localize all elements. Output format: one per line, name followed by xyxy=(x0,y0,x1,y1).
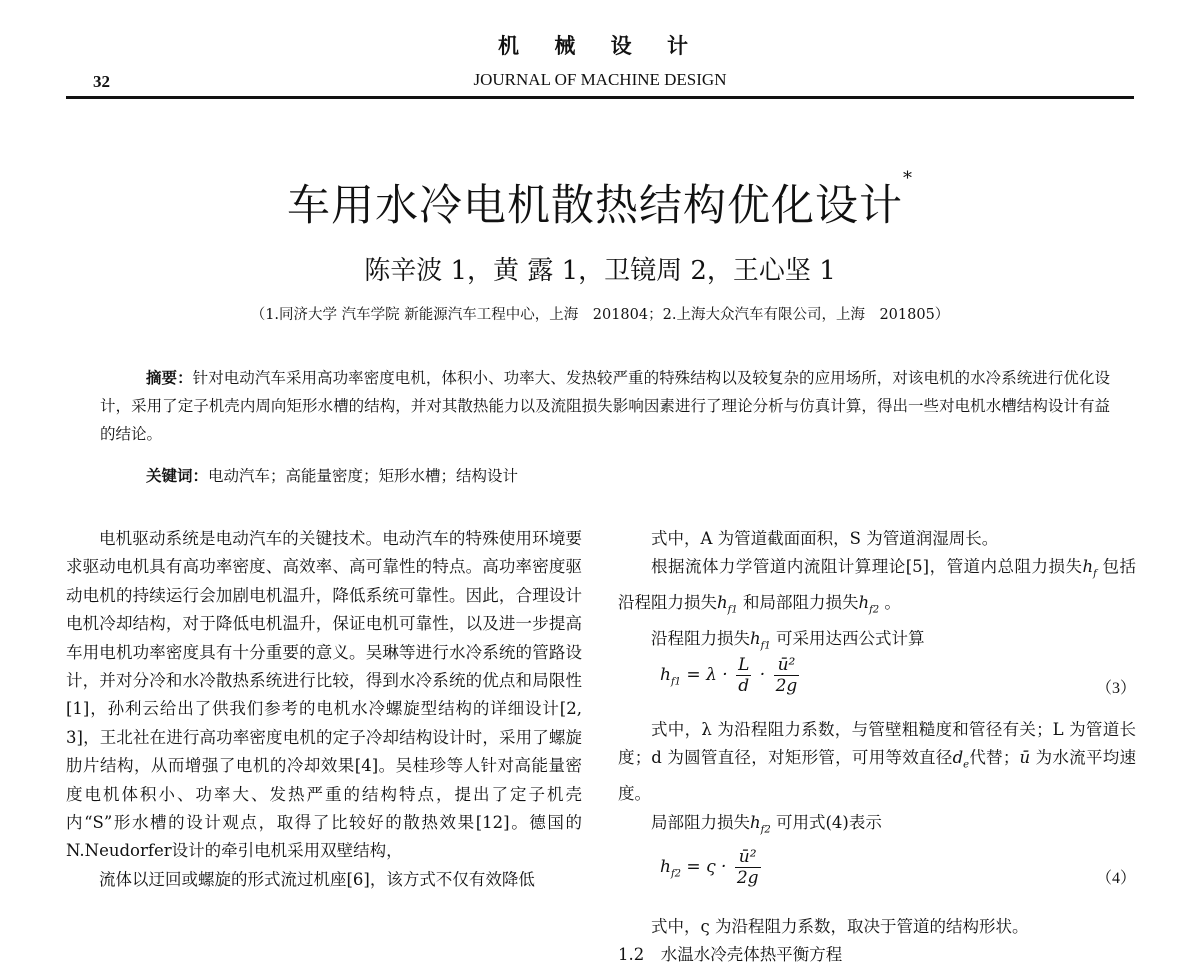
right-paragraph-1: 式中，A 为管道截面面积，S 为管道润湿周长。 xyxy=(651,529,999,548)
abstract-text: 针对电动汽车采用高功率密度电机，体积小、功率大、发热较严重的特殊结构以及较复杂的应用场所，对该电机的水冷系统进行优化设计，采用了定子机壳内周向矩形水槽的结构，并对其散热能力以及流阻损失影响因素进行了理论分析与仿真计算，得出一些对电机水槽结构设计有益的结论。 xyxy=(100,369,1110,443)
right-paragraph-6: 式中，ς 为沿程阻力系数，取决于管道的结构形状。 xyxy=(651,917,1029,936)
intro-paragraph-cut-line: 流体以迂回或螺旋的形式流过机座[6]，该方式不仅有效降低 xyxy=(99,869,535,889)
abstract-label: 摘要： xyxy=(146,368,193,387)
right-column-bottom xyxy=(618,913,1136,970)
right-paragraph-4: 式中，λ 为沿程阻力系数，与管壁粗糙度和管径有关；L 为管道长度；d 为圆管直径，对矩形管，可用等效直径$d_e$代替；ū 为水流平均速度。 xyxy=(618,720,1137,804)
right-paragraph-3a: 沿程阻力损失 xyxy=(651,628,750,648)
equation-3-number: （3） xyxy=(1096,680,1137,697)
title-footnote-mark: * xyxy=(903,168,913,189)
keywords-text: 电动汽车；高能量密度；矩形水槽；结构设计 xyxy=(208,467,519,485)
right-paragraph-2a: 根据流体力学管道内流阻计算理论[5]，管道内总阻力损失 xyxy=(651,557,1083,577)
right-paragraph-4b: 代替； xyxy=(969,748,1020,768)
right-paragraph-2c: 和局部阻力损失 xyxy=(742,593,859,613)
intro-paragraph: 电机驱动系统是电动汽车的关键技术。电动汽车的特殊使用环境要求驱动电机具有高功率密度、高效率、高可靠性的特点。高功率密度驱动电机的持续运行会加剧电机温升，降低系统可靠性。因此，合理设计电机冷却结构，对于降低电机温升，保证电机可靠性，以及进一步提高车用电机功率密度具有十分重要的意义。吴琳等进行水冷系统的管路设计，并对分冷和水冷散热系统进行比较，得到水冷系统的优点和局限性[1]，孙利云给出了供我们参考的电机水冷螺旋型结构的详细设计[2, 3]，王北社在进行高功率密度电机的定子冷却结构设计时，采用了螺旋肋片结构，从而增强了电机的冷却效果[4]。吴桂珍等人针对高能量密度电机体积小、功率大、发热严重的结构特点，提出了定子机壳内“S”形水槽的设计观点，取得了比较好的散热效果[12]。德国的N.Neudorfer设计的牵引电机采用双壁结构， xyxy=(66,529,582,861)
right-column-lower xyxy=(618,716,1136,844)
left-column xyxy=(66,525,582,894)
right-paragraph-5a: 局部阻力损失 xyxy=(651,812,750,832)
abstract xyxy=(100,364,1110,448)
right-paragraph-4a: 式中，λ 为沿程阻力系数，与管壁粗糙度和管径有关；L 为管道长度；d 为圆管直径，对矩形管，可用等效直径 xyxy=(618,720,1136,768)
right-paragraph-3b: 可采用达西公式计算 xyxy=(775,628,925,648)
equation-3: $h_{f1} = \lambda$ · $\frac{L}{d}$ · $\frac{\text{ū²}}{2g}$ xyxy=(660,655,798,696)
right-paragraph-5b: 可用式(4)表示 xyxy=(775,812,882,832)
paper-authors: 陈辛波 1，黄 露 1，卫镜周 2，王心坚 1 xyxy=(364,256,836,286)
keywords xyxy=(146,464,518,486)
right-column-cut-line: 1.2 水温水冷壳体热平衡方程 xyxy=(618,945,843,965)
right-paragraph-2: 根据流体力学管道内流阻计算理论[5]，管道内总阻力损失$h_f$ 包括沿程阻力损失$h_{f1}$ 和局部阻力损失$h_{f2}$ 。 xyxy=(618,557,1137,616)
page-number: 32 xyxy=(93,72,110,91)
equation-4: $h_{f2} = \varsigma$ · $\frac{\text{ū²}}{2g}$ xyxy=(660,847,759,888)
paper-title xyxy=(0,168,1200,233)
paper-affiliations: （1.同济大学 汽车学院 新能源汽车工程中心，上海 201804；2.上海大众汽车有限公司，上海 201805） xyxy=(250,307,950,323)
right-paragraph-3: 沿程阻力损失$h_{f1}$ 可采用达西公式计算 xyxy=(651,628,925,652)
right-paragraph-2b: 包括沿程阻力损失 xyxy=(618,557,1137,613)
header-rule xyxy=(66,96,1134,99)
paper-title-text: 车用水冷电机散热结构优化设计 xyxy=(287,181,903,231)
journal-name-en: JOURNAL OF MACHINE DESIGN xyxy=(473,70,727,89)
keywords-label: 关键词： xyxy=(146,466,209,485)
right-paragraph-5: 局部阻力损失$h_{f2}$ 可用式(4)表示 xyxy=(651,812,882,835)
journal-name-cn: 机 械 设 计 xyxy=(498,33,702,58)
right-paragraph-4c: 为水流平均速度。 xyxy=(618,748,1137,804)
right-column xyxy=(618,525,1136,661)
equation-4-number: （4） xyxy=(1096,870,1137,887)
